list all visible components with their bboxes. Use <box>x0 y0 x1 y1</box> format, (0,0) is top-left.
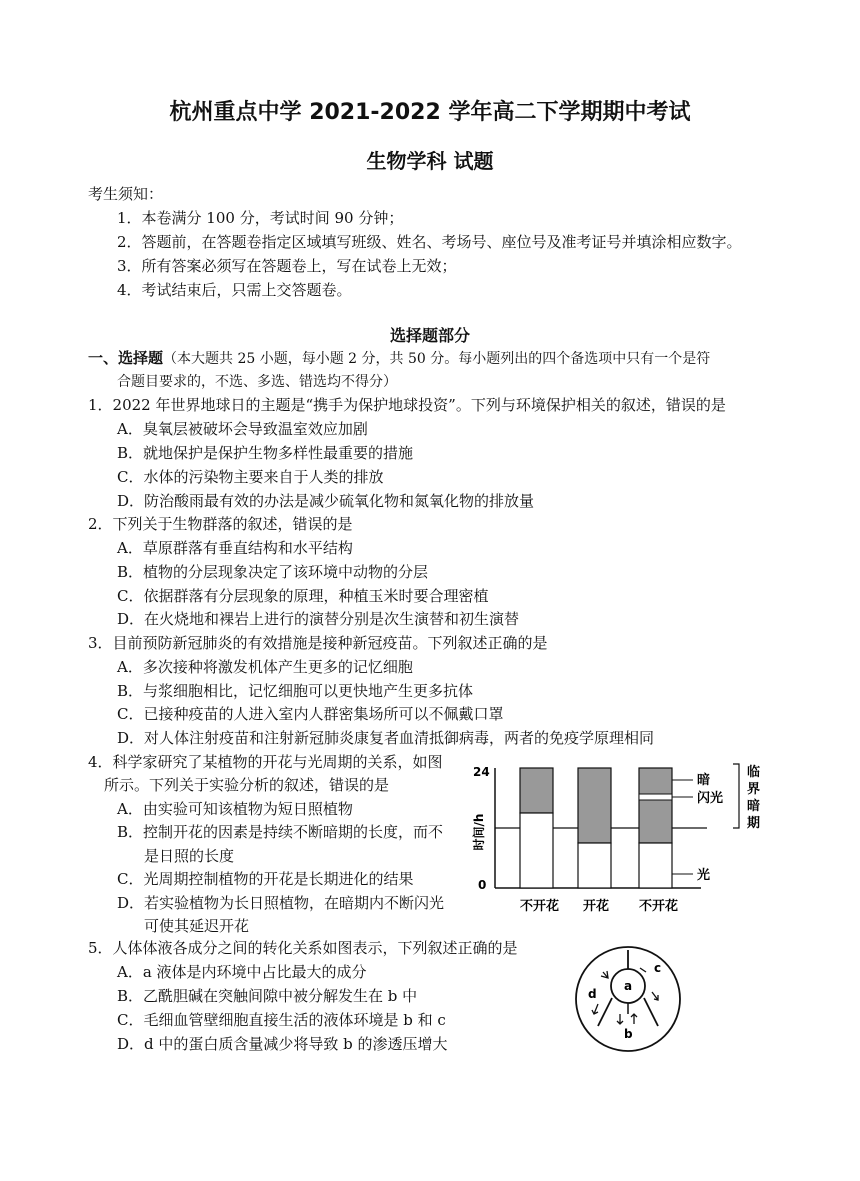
light-label: 光 <box>697 868 711 883</box>
label-c: c <box>654 961 662 975</box>
question-option: 是日照的长度 <box>144 847 235 865</box>
question-option: A．由实验可知该植物为短日照植物 <box>117 800 353 818</box>
question-option: C．已接种疫苗的人进入室内人群密集场所可以不佩戴口罩 <box>117 705 504 723</box>
question-option: C．依据群落有分层现象的原理，种植玉米时要合理密植 <box>117 587 489 605</box>
bar-dark <box>520 768 553 813</box>
x-label: 开花 <box>583 899 610 914</box>
question-stem: 1．2022 年世界地球日的主题是“携手为保护地球投资”。下列与环境保护相关的叙述，错误的是 <box>88 396 726 414</box>
question-stem: 2．下列关于生物群落的叙述，错误的是 <box>88 515 353 533</box>
part-desc-cont: 合题目要求的，不选、多选、错选均不得分） <box>117 374 397 390</box>
question-option: B．就地保护是保护生物多样性最重要的措施 <box>117 444 414 462</box>
question-option: C．毛细血管壁细胞直接生活的液体环境是 b 和 c <box>117 1011 446 1029</box>
flash-label: 闪光 <box>697 791 724 806</box>
question-option: B．控制开花的因素是持续不断暗期的长度，而不 <box>117 823 444 841</box>
part-desc: （本大题共 25 小题，每小题 2 分，共 50 分。每小题列出的四个备选项中只有一个是符 <box>163 351 711 367</box>
x-label: 不开花 <box>639 899 679 914</box>
photoperiod-figure <box>465 760 775 920</box>
page-subtitle: 生物学科 试题 <box>366 149 494 173</box>
question-option: D．防治酸雨最有效的办法是减少硫氧化物和氮氧化物的排放量 <box>117 492 535 510</box>
question-option: A．草原群落有垂直结构和水平结构 <box>117 539 353 557</box>
bar-dark <box>578 768 611 843</box>
question-stem: 所示。下列关于实验分析的叙述，错误的是 <box>104 776 390 794</box>
question-option: B．植物的分层现象决定了该环境中动物的分层 <box>117 563 429 581</box>
question-option: 可使其延迟开花 <box>144 917 250 935</box>
notice-item: 2．答题前，在答题卷指定区域填写班级、姓名、考场号、座位号及准考证号并填涂相应数字。 <box>117 233 742 251</box>
label-b: b <box>624 1027 633 1041</box>
label-a: a <box>624 979 633 993</box>
question-option: A．臭氧层被破坏会导致温室效应加剧 <box>117 420 368 438</box>
question-stem: 3．目前预防新冠肺炎的有效措施是接种新冠疫苗。下列叙述正确的是 <box>88 634 548 652</box>
question-option: D．若实验植物为长日照植物，在暗期内不断闪光 <box>117 894 445 912</box>
bar-light <box>578 843 611 888</box>
y-axis-label: 时间/h <box>472 813 486 851</box>
y-bottom-label: 0 <box>478 878 487 892</box>
question-option: B．乙酰胆碱在突触间隙中被分解发生在 b 中 <box>117 987 418 1005</box>
part-heading <box>88 347 710 370</box>
notice-heading: 考生须知： <box>88 185 164 203</box>
question-option: A．多次接种将激发机体产生更多的记忆细胞 <box>117 658 413 676</box>
question-option: D．d 中的蛋白质含量减少将导致 b 的渗透压增大 <box>117 1035 448 1053</box>
y-top-label: 24 <box>473 765 490 779</box>
bar-dark <box>639 768 672 843</box>
question-option: D．在火烧地和裸岩上进行的演替分别是次生演替和初生演替 <box>117 610 520 628</box>
question-option: C．水体的污染物主要来自于人类的排放 <box>117 468 384 486</box>
question-option: B．与浆细胞相比，记忆细胞可以更快地产生更多抗体 <box>117 682 474 700</box>
x-label: 不开花 <box>520 899 560 914</box>
dark-label: 暗 <box>697 773 711 788</box>
question-stem: 4．科学家研究了某植物的开花与光周期的关系，如图 <box>88 753 443 771</box>
critical-dark-label: 临界暗期 <box>747 765 761 831</box>
part-label: 一、选择题 <box>88 349 164 367</box>
notice-item: 1．本卷满分 100 分，考试时间 90 分钟； <box>117 209 404 227</box>
question-option: A．a 液体是内环境中占比最大的成分 <box>117 963 367 981</box>
question-option: C．光周期控制植物的开花是长期进化的结果 <box>117 870 414 888</box>
notice-item: 4．考试结束后，只需上交答题卷。 <box>117 281 352 299</box>
label-d: d <box>588 987 597 1001</box>
bar-light <box>639 843 672 888</box>
section-title: 选择题部分 <box>389 326 470 345</box>
question-stem: 5．人体体液各成分之间的转化关系如图表示，下列叙述正确的是 <box>88 939 518 957</box>
bar-light <box>520 813 553 888</box>
flash-band <box>639 794 672 800</box>
page-title: 杭州重点中学 2021-2022 学年高二下学期期中考试 <box>169 100 691 125</box>
notice-item: 3．所有答案必须写在答题卷上，写在试卷上无效； <box>117 257 457 275</box>
question-option: D．对人体注射疫苗和注射新冠肺炎康复者血清抵御病毒，两者的免疫学原理相同 <box>117 729 655 747</box>
body-fluid-figure <box>568 942 688 1057</box>
